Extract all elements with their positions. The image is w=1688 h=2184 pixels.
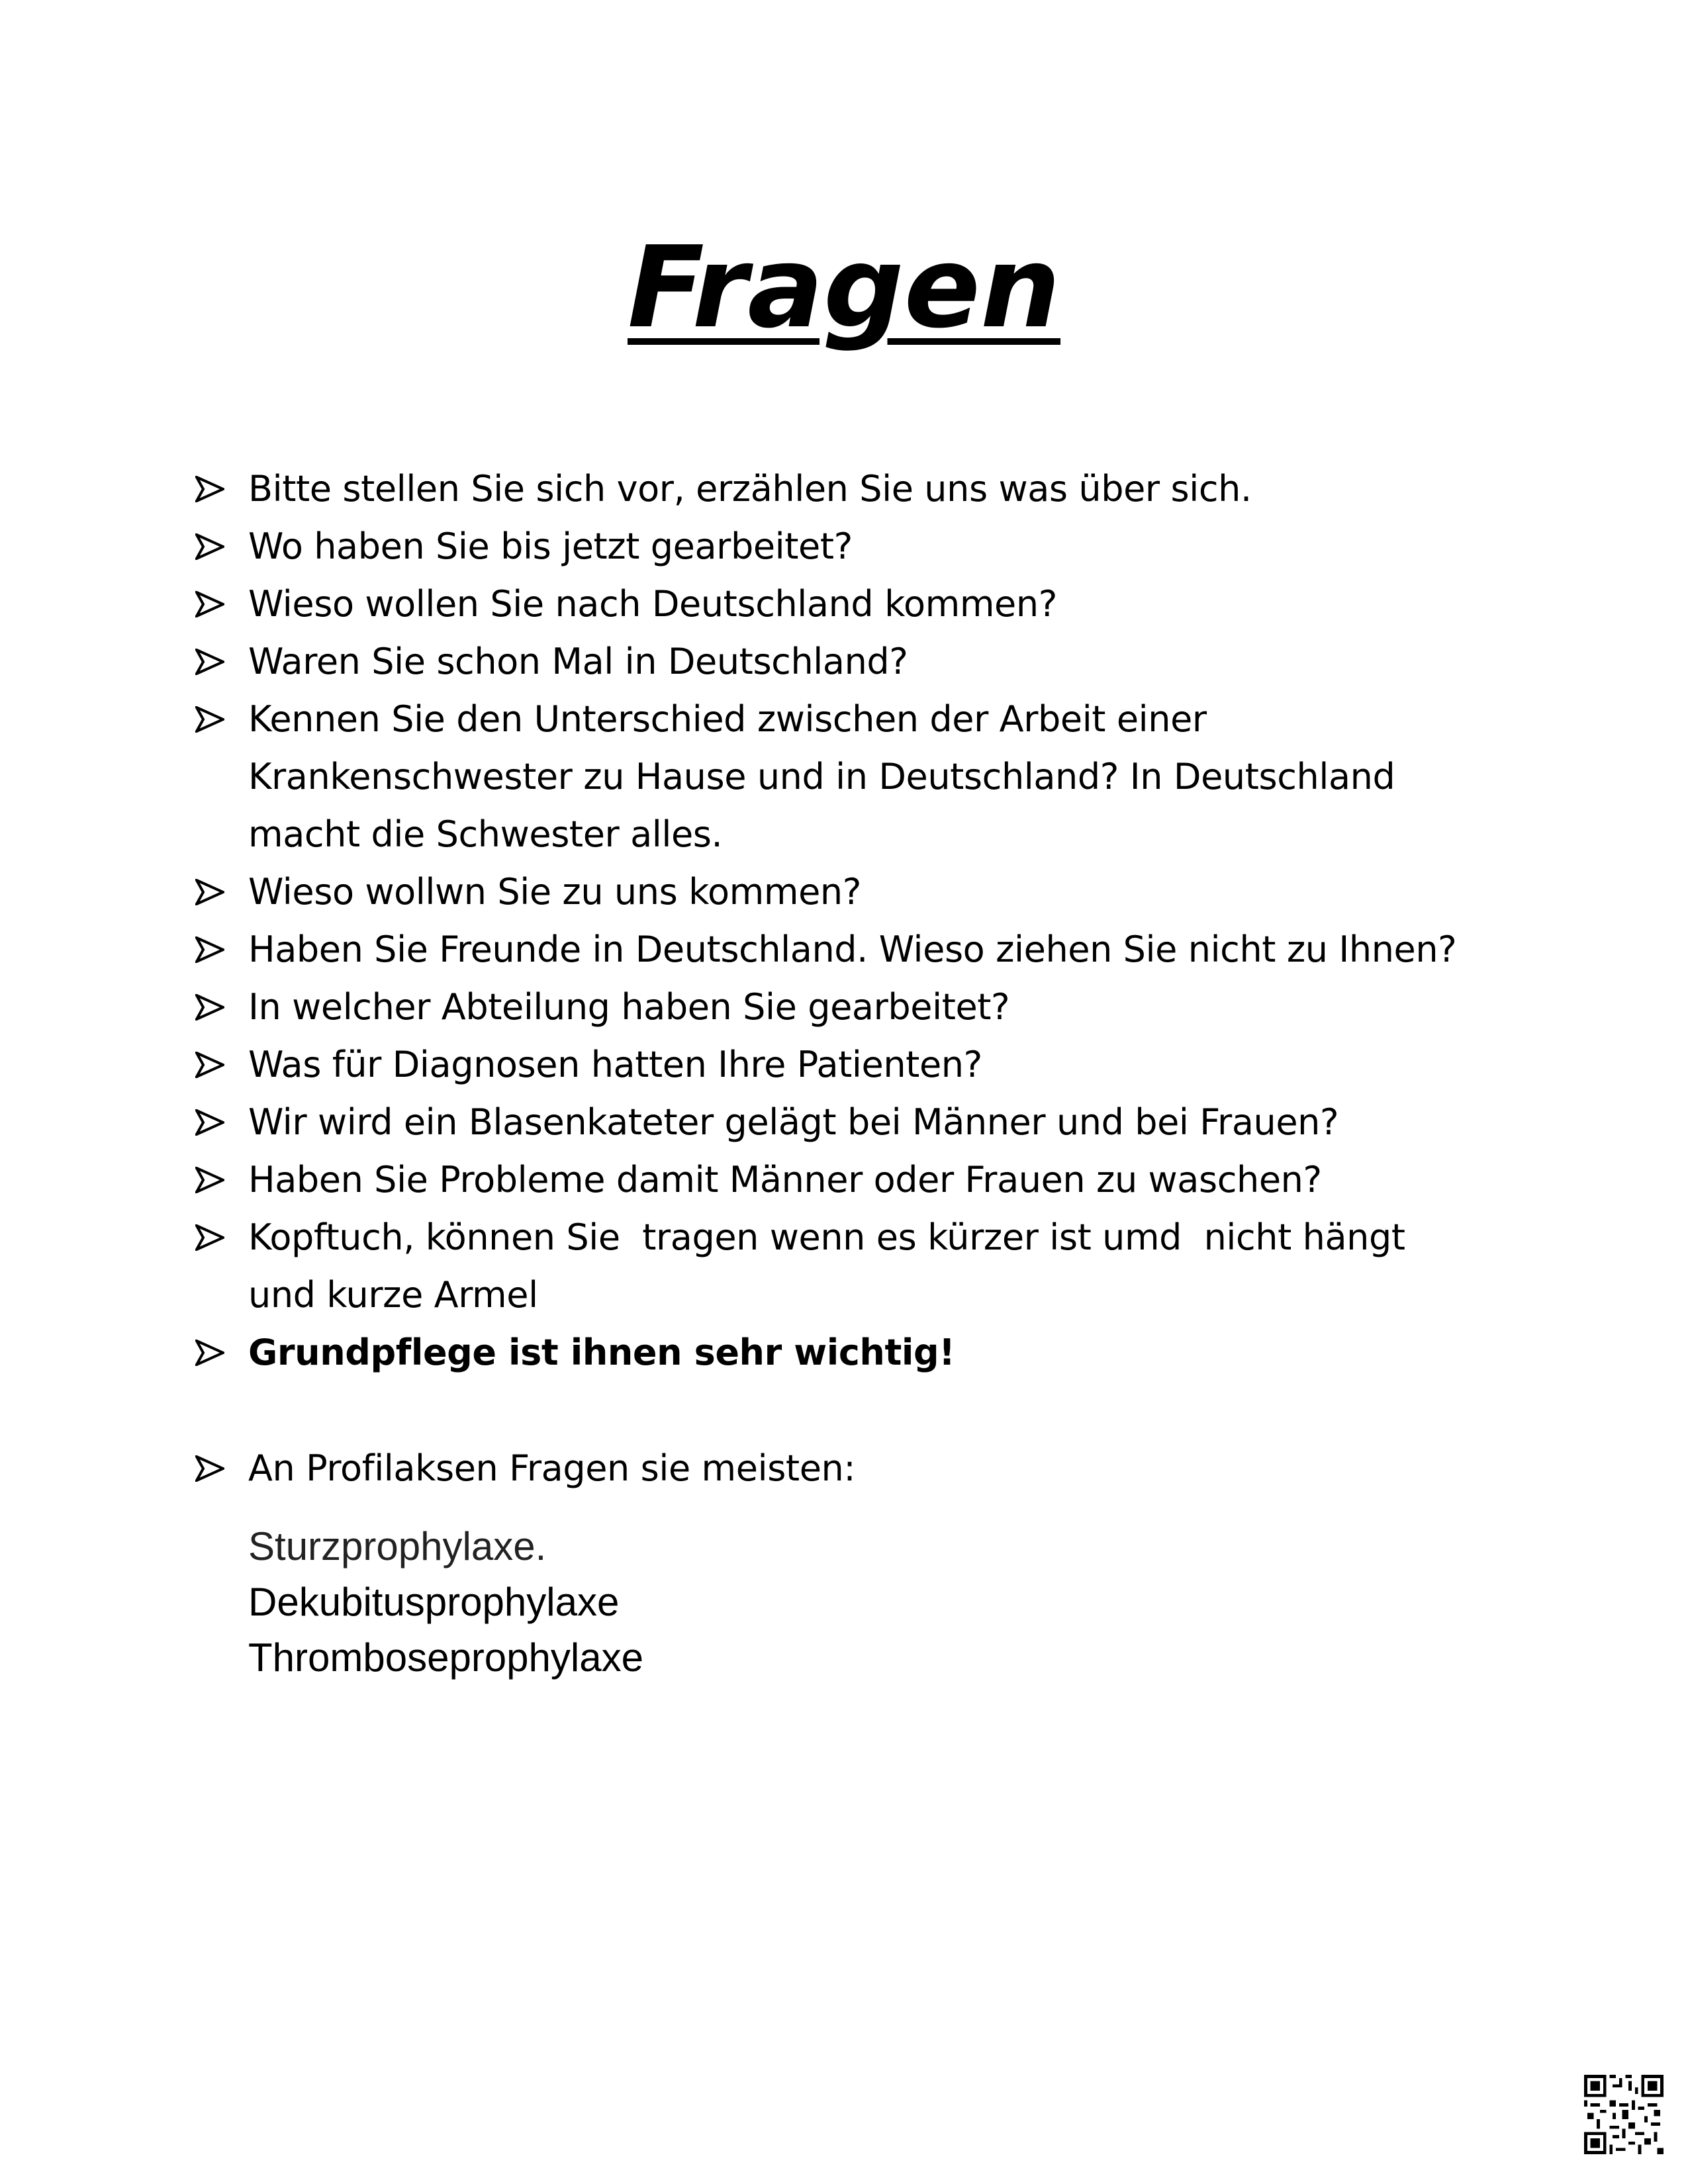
arrowhead-bullet-icon bbox=[195, 690, 248, 748]
arrowhead-bullet-icon bbox=[195, 1208, 248, 1266]
arrowhead-bullet-icon bbox=[195, 575, 248, 633]
question-item-emphasis bbox=[195, 1324, 1519, 1381]
question-item bbox=[195, 1093, 1519, 1151]
question-item bbox=[195, 978, 1519, 1036]
question-text: Wieso wollen Sie nach Deutschland kommen? bbox=[248, 583, 1057, 625]
question-item bbox=[195, 633, 1519, 690]
arrowhead-bullet-icon bbox=[195, 518, 248, 575]
prophylaxe-item: Dekubitusprophylaxe bbox=[248, 1580, 620, 1624]
arrowhead-bullet-icon bbox=[195, 863, 248, 921]
question-text: Wir wird ein Blasenkateter gelägt bei Männer und bei Frauen? bbox=[248, 1101, 1339, 1143]
question-text: Bitte stellen Sie sich vor, erzählen Sie uns was über sich. bbox=[248, 468, 1252, 510]
prophylaxe-intro-item bbox=[195, 1439, 1519, 1497]
arrowhead-bullet-icon bbox=[195, 1093, 248, 1151]
question-item bbox=[195, 1151, 1519, 1208]
arrowhead-bullet-icon bbox=[195, 921, 248, 978]
question-list bbox=[195, 460, 1519, 1497]
arrowhead-bullet-icon bbox=[195, 1036, 248, 1093]
arrowhead-bullet-icon bbox=[195, 978, 248, 1036]
prophylaxe-item: Sturzprophylaxe. bbox=[248, 1524, 547, 1569]
spacer bbox=[195, 1381, 1519, 1439]
arrowhead-bullet-icon bbox=[195, 1151, 248, 1208]
question-item bbox=[195, 1036, 1519, 1093]
question-item bbox=[195, 863, 1519, 921]
question-text: Kennen Sie den Unterschied zwischen der Arbeit einer Krankenschwester zu Hause und in Deutschland? In Deutschland macht die Schwester alles. bbox=[248, 698, 1395, 855]
question-item bbox=[195, 1208, 1519, 1324]
arrowhead-bullet-icon bbox=[195, 633, 248, 690]
question-text: Haben Sie Probleme damit Männer oder Frauen zu waschen? bbox=[248, 1159, 1322, 1201]
page-title bbox=[0, 222, 1688, 354]
arrowhead-bullet-icon bbox=[195, 1439, 248, 1497]
question-item bbox=[195, 460, 1519, 518]
question-text: In welcher Abteilung haben Sie gearbeitet? bbox=[248, 986, 1010, 1028]
arrowhead-bullet-icon bbox=[195, 1324, 248, 1381]
question-text: Waren Sie schon Mal in Deutschland? bbox=[248, 641, 908, 682]
question-text: Grundpflege ist ihnen sehr wichtig! bbox=[248, 1332, 955, 1373]
prophylaxe-intro-text: An Profilaksen Fragen sie meisten: bbox=[248, 1447, 856, 1489]
question-text: Wo haben Sie bis jetzt gearbeitet? bbox=[248, 525, 853, 567]
question-item bbox=[195, 518, 1519, 575]
question-text: Wieso wollwn Sie zu uns kommen? bbox=[248, 871, 861, 913]
prophylaxe-list bbox=[248, 1519, 643, 1686]
question-item bbox=[195, 690, 1519, 863]
arrowhead-bullet-icon bbox=[195, 460, 248, 518]
page-title-text: Fragen bbox=[627, 222, 1061, 353]
question-text: Was für Diagnosen hatten Ihre Patienten? bbox=[248, 1044, 982, 1085]
question-text: Haben Sie Freunde in Deutschland. Wieso ziehen Sie nicht zu Ihnen? bbox=[248, 929, 1457, 970]
question-text: Kopftuch, können Sie tragen wenn es kürzer ist umd nicht hängt und kurze Armel bbox=[248, 1216, 1417, 1316]
question-item bbox=[195, 921, 1519, 978]
question-item bbox=[195, 575, 1519, 633]
qr-code-icon bbox=[1584, 2075, 1664, 2154]
prophylaxe-item: Thromboseprophylaxe bbox=[248, 1635, 643, 1680]
